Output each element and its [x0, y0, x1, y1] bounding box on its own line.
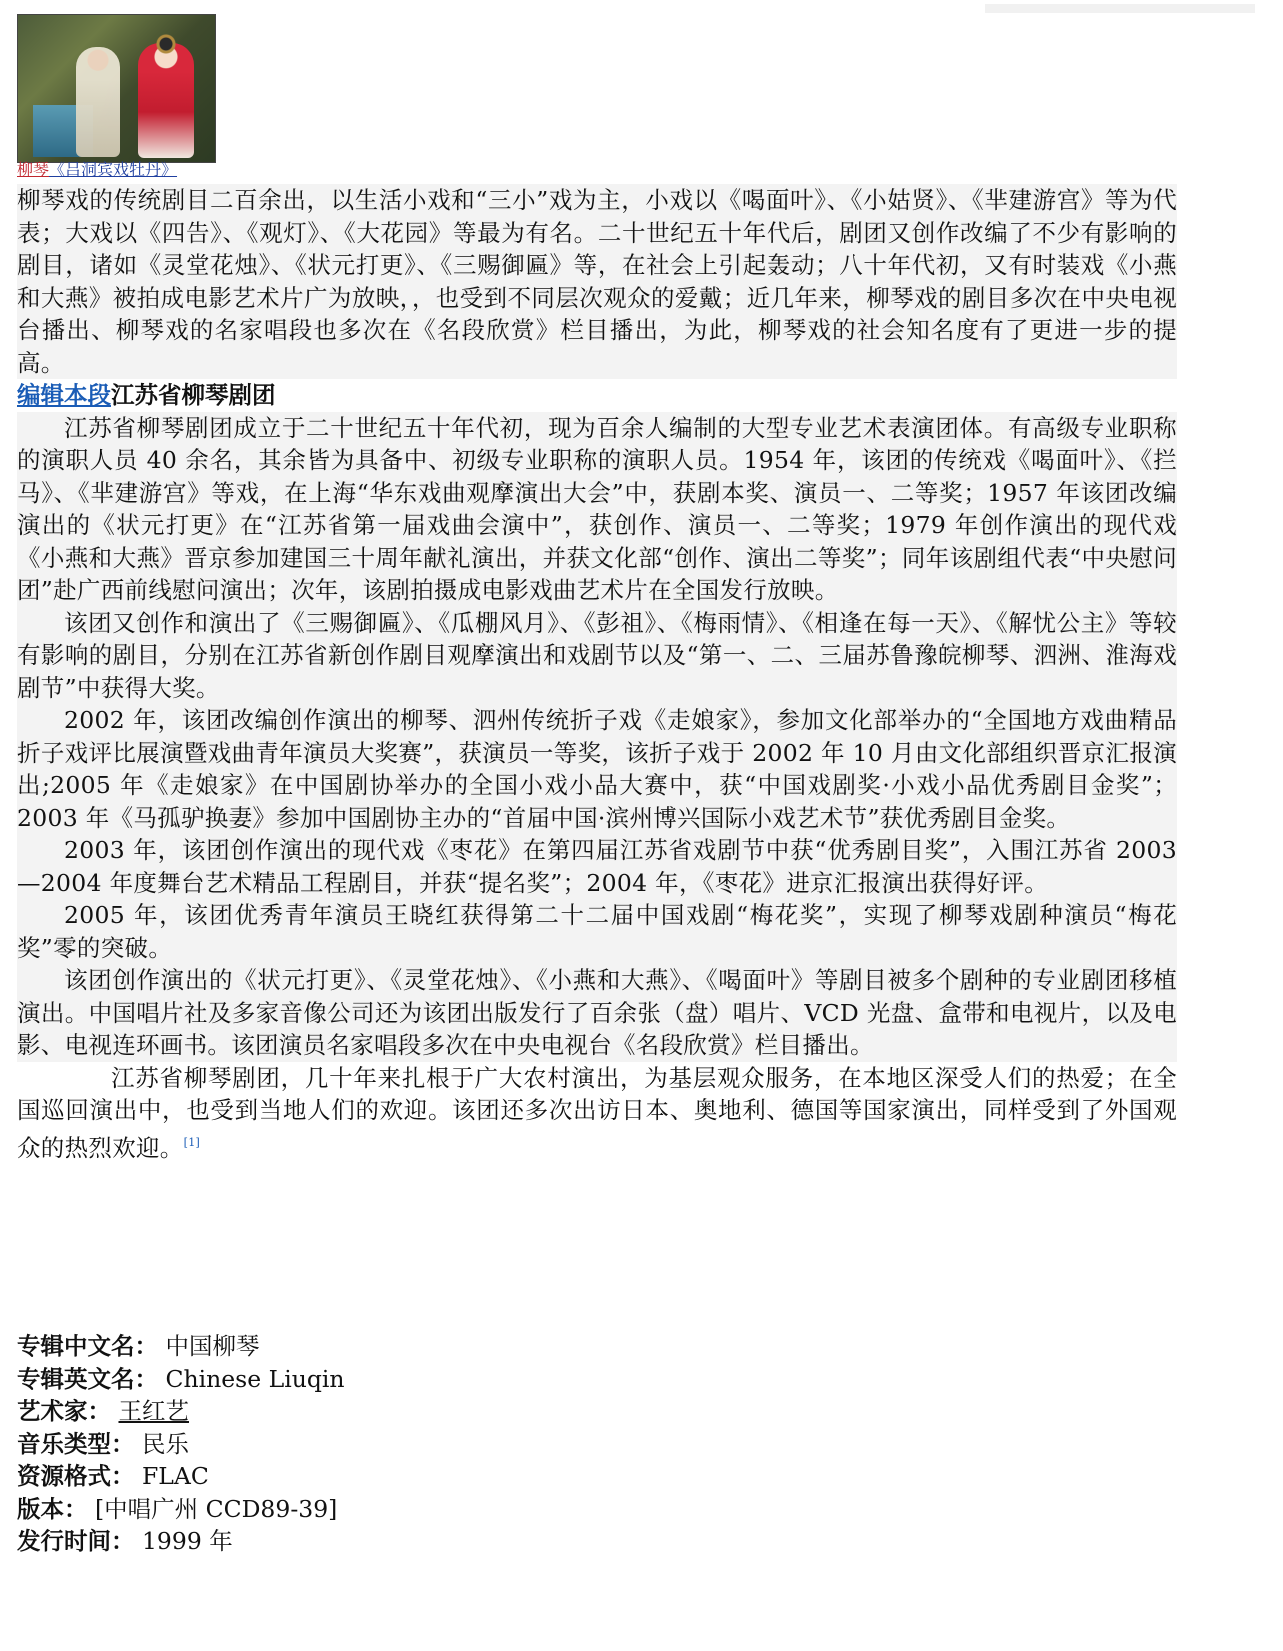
- album-info: [17, 1330, 345, 1558]
- album-cn-name-label: 专辑中文名：: [17, 1332, 158, 1360]
- album-en-name: Chinese Liuqin: [165, 1364, 345, 1393]
- edit-section-link[interactable]: 编辑本段: [17, 381, 111, 409]
- paragraph-5: 2005 年，该团优秀青年演员王晓红获得第二十二届中国戏剧“梅花奖”，实现了柳琴戏剧种演员“梅花奖”零的突破。: [17, 901, 1177, 962]
- photo-caption: [17, 160, 177, 180]
- photo-figure-left: [76, 47, 120, 157]
- edition-row: [17, 1493, 345, 1526]
- closing-text: 江苏省柳琴剧团，几十年来扎根于广大农村演出，为基层观众服务，在本地区深受人们的热爱；在全国巡回演出中，也受到当地人们的欢迎。该团还多次出访日本、奥地利、德国等国家演出，同样受到了外国观众的热烈欢迎。: [17, 1063, 1177, 1162]
- release-label: 发行时间：: [17, 1527, 135, 1555]
- format-label: 资源格式：: [17, 1462, 135, 1490]
- reference-link[interactable]: [1]: [183, 1135, 201, 1149]
- album-en-name-row: [17, 1363, 345, 1396]
- paragraph-6: 该团创作演出的《状元打更》、《灵堂花烛》、《小燕和大燕》、《喝面叶》等剧目被多个剧种的专业剧团移植演出。中国唱片社及多家音像公司还为该团出版发行了百余张（盘）唱片、VCD 光盘、盒带和电视片，以及电影、电视连环画书。该团演员名家唱段多次在中央电视台《名段欣赏》栏目播出。: [17, 966, 1177, 1059]
- photo-headdress: [146, 33, 186, 55]
- paragraph-4: 2003 年，该团创作演出的现代戏《枣花》在第四届江苏省戏剧节中获“优秀剧目奖”，入围江苏省 2003—2004 年度舞台艺术精品工程剧目，并获“提名奖”；2004 年，《枣花》进京汇报演出获得好评。: [17, 836, 1177, 897]
- section-title: 江苏省柳琴剧团: [111, 381, 276, 409]
- format-value: FLAC: [141, 1462, 209, 1490]
- photo-figure-right: [138, 43, 194, 158]
- edition-label: 版本：: [17, 1494, 88, 1523]
- artist-row: [17, 1395, 345, 1428]
- paragraph-3: 2002 年，该团改编创作演出的柳琴、泗州传统折子戏《走娘家》，参加文化部举办的“全国地方戏曲精品折子戏评比展演暨戏曲青年演员大奖赛”，获演员一等奖，该折子戏于 2002 年 10 月由文化部组织晋京汇报演出;2005 年《走娘家》在中国剧协举办的全国小戏小品大赛中，获“中国戏剧奖·小戏小品优秀剧目金奖”；2003 年《马孤驴换妻》参加中国剧协主办的“首届中国·滨州博兴国际小戏艺术节”获优秀剧目金奖。: [17, 706, 1177, 832]
- paragraph-1: 江苏省柳琴剧团成立于二十世纪五十年代初，现为百余人编制的大型专业艺术表演团体。有高级专业职称的演职人员 40 余名，其余皆为具备中、初级专业职称的演职人员。1954 年，该团的传统戏《喝面叶》、《拦马》、《芈建游宫》等戏，在上海“华东戏曲观摩演出大会”中，获剧本奖、演员一、二等奖；1957 年该团改编演出的《状元打更》在“江苏省第一届戏曲会演中”，获创作、演员一、二等奖；1979 年创作演出的现代戏《小燕和大燕》晋京参加建国三十周年献礼演出，并获文化部“创作、演出二等奖”；同年该剧组代表“中央慰问团”赴广西前线慰问演出；次年，该剧拍摄成电影戏曲艺术片在全国发行放映。: [17, 413, 1177, 604]
- edition-value: [中唱广州 CCD89-39]: [94, 1494, 338, 1523]
- article-body: [17, 184, 1177, 1164]
- caption-link-title[interactable]: 《吕洞宾戏牡丹》: [49, 160, 178, 179]
- section-heading: [17, 379, 1177, 412]
- closing-paragraph: [17, 1062, 1177, 1165]
- paragraph-2: 该团又创作和演出了《三赐御匾》、《瓜棚风月》、《彭祖》、《梅雨情》、《相逢在每一天》、《解忧公主》等较有影响的剧目，分别在江苏省新创作剧目观摩演出和戏剧节以及“第一、二、三届苏鲁豫皖柳琴、泗洲、淮海戏剧节”中获得大奖。: [17, 608, 1177, 702]
- release-value: 1999 年: [141, 1527, 233, 1555]
- format-row: [17, 1460, 345, 1493]
- artist-link[interactable]: 王红艺: [118, 1397, 189, 1425]
- opera-photo[interactable]: [17, 14, 216, 163]
- release-row: [17, 1525, 345, 1558]
- intro-paragraph: 柳琴戏的传统剧目二百余出，以生活小戏和“三小”戏为主，小戏以《喝面叶》、《小姑贤》、《芈建游宫》等为代表；大戏以《四告》、《观灯》、《大花园》等最为有名。二十世纪五十年代后，剧团又创作改编了不少有影响的剧目，诸如《灵堂花烛》、《状元打更》、《三赐御匾》等，在社会上引起轰动；八十年代初，又有时装戏《小燕和大燕》被拍成电影艺术片广为放映，，也受到不同层次观众的爱戴；近几年来，柳琴戏的剧目多次在中央电视台播出、柳琴戏的名家唱段也多次在《名段欣赏》栏目播出，为此，柳琴戏的社会知名度有了更进一步的提高。: [17, 184, 1177, 379]
- genre-value: 民乐: [141, 1429, 189, 1458]
- caption-link-liuqin[interactable]: 柳琴: [17, 160, 50, 179]
- genre-label: 音乐类型：: [17, 1429, 135, 1458]
- section-paragraphs: [17, 412, 1177, 1062]
- album-cn-name: 中国柳琴: [165, 1332, 260, 1360]
- genre-row: [17, 1428, 345, 1461]
- album-cn-name-row: [17, 1330, 345, 1363]
- top-bar: [985, 4, 1255, 13]
- artist-label: 艺术家：: [17, 1397, 111, 1425]
- album-en-name-label: 专辑英文名：: [17, 1364, 158, 1393]
